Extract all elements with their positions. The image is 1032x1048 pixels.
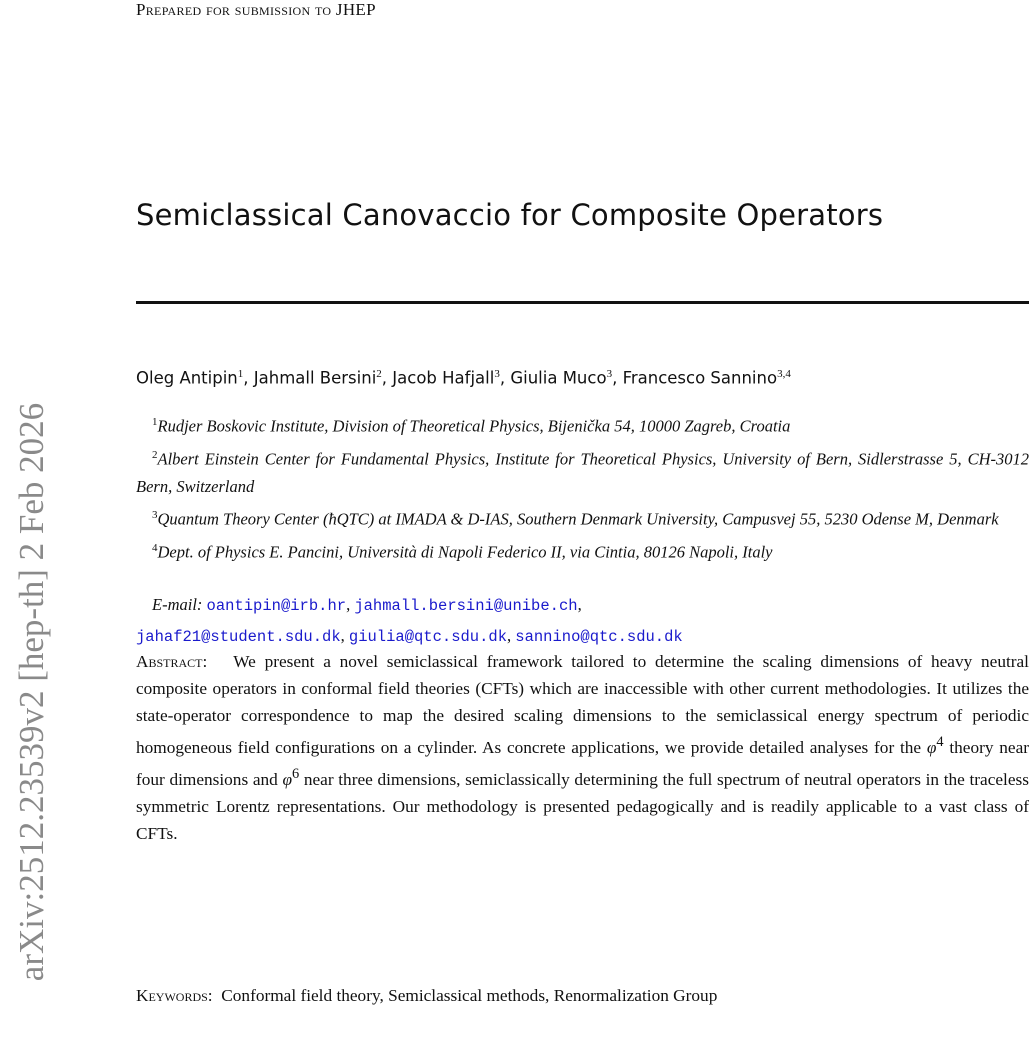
math-symbol: φ [282,769,292,789]
author-name: Jahmall Bersini [253,368,377,388]
abstract-text: We present a novel semiclassical framework tailored to determine the scaling dimensions of heavy neutral composite operators in conformal field theories (CFTs) which are inaccessible with other current methodologies. It utilizes the state-operator correspondence to map the desired scaling dimensions to the semiclassical energy spectrum of periodic homogeneous field configurations on a cylinder. As concrete applications, we provide detailed analyses for the [136,652,1029,757]
abstract [136,648,1029,847]
author-affiliation-mark: 3 [494,368,500,380]
affiliation-text: Dept. of Physics E. Pancini, Università di Napoli Federico II, via Cintia, 80126 Napoli, Italy [157,542,773,561]
author-affiliation-mark: 3,4 [777,368,791,380]
affiliation-number: 2 [152,448,158,461]
math-symbol: φ [926,737,937,757]
email-link[interactable]: oantipin@irb.hr [206,597,347,615]
affiliation-number: 1 [152,416,158,428]
affiliation [136,534,1029,567]
affiliation [136,441,1029,502]
abstract-text: near three dimensions, semiclassically determining the full spectrum of neutral operators in the traceless symmetric Lorentz representations. Our methodology is presented pedagogically and is readily applicable to a vast class of CFTs. [136,769,1029,843]
affiliation-text: Albert Einstein Center for Fundamental Physics, Institute for Theoretical Physics, University of Bern, Sidlerstrasse 5, CH-3012 Bern, Switzerland [136,449,1029,496]
affiliation-number: 3 [152,509,158,521]
email-block: E-mail: oantipin@irb.hr, jahmall.bersini@unibe.ch, jahaf21@student.sdu.dk, giulia@qtc.sdu.dk, sannino@qtc.sdu.dk [136,595,683,646]
author-list: Oleg Antipin$^1$, Jahmall Bersini$^2$, Jacob Hafjall$^3$, Giulia Muco$^3$, Francesco Sannino$^{3,4}$ [136,368,791,388]
keywords [136,986,717,1006]
email-link[interactable]: giulia@qtc.sdu.dk [348,628,508,646]
author-name: Oleg Antipin [136,368,238,388]
email-link[interactable]: jahmall.bersini@unibe.ch [354,597,578,615]
email-link[interactable]: jahaf21@student.sdu.dk [136,628,341,646]
abstract-label: Abstract: [136,652,208,671]
email-link[interactable]: sannino@qtc.sdu.dk [515,628,683,646]
abstract-text: theory near four dimensions and [136,737,1029,789]
keywords-text: Conformal field theory, Semiclassical methods, Renormalization Group [221,986,718,1005]
paper-title: Semiclassical Canovaccio for Composite Operators [136,198,884,232]
keywords-label: Keywords: [136,986,213,1005]
author-name: Jacob Hafjall [392,368,495,388]
affiliation-text: Quantum Theory Center (ħQTC) at IMADA & D-IAS, Southern Denmark University, Campusvej 55, 5230 Odense M, Denmark [157,509,999,529]
email-label: E-mail: [152,595,203,614]
author-affiliation-mark: 3 [606,368,613,380]
math-exponent: 6 [292,765,300,782]
affiliations [136,408,1029,566]
author-name: Francesco Sannino [622,368,778,388]
author-affiliation-mark: 1 [237,368,244,380]
affiliation [136,408,1029,441]
affiliation-number: 4 [152,541,158,554]
journal-note: Prepared for submission to JHEP [136,0,376,19]
arxiv-stamp: arXiv:2512.23539v2 [hep-th] 2 Feb 2026 [12,402,51,982]
math-exponent: 4 [936,734,944,750]
author-name: Giulia Muco [510,368,607,388]
affiliation [136,501,1029,534]
affiliation-text: Rudjer Boskovic Institute, Division of Theoretical Physics, Bijenička 54, 10000 Zagreb, Croatia [157,416,791,436]
author-affiliation-mark: 2 [376,368,382,380]
title-rule [136,301,1029,304]
